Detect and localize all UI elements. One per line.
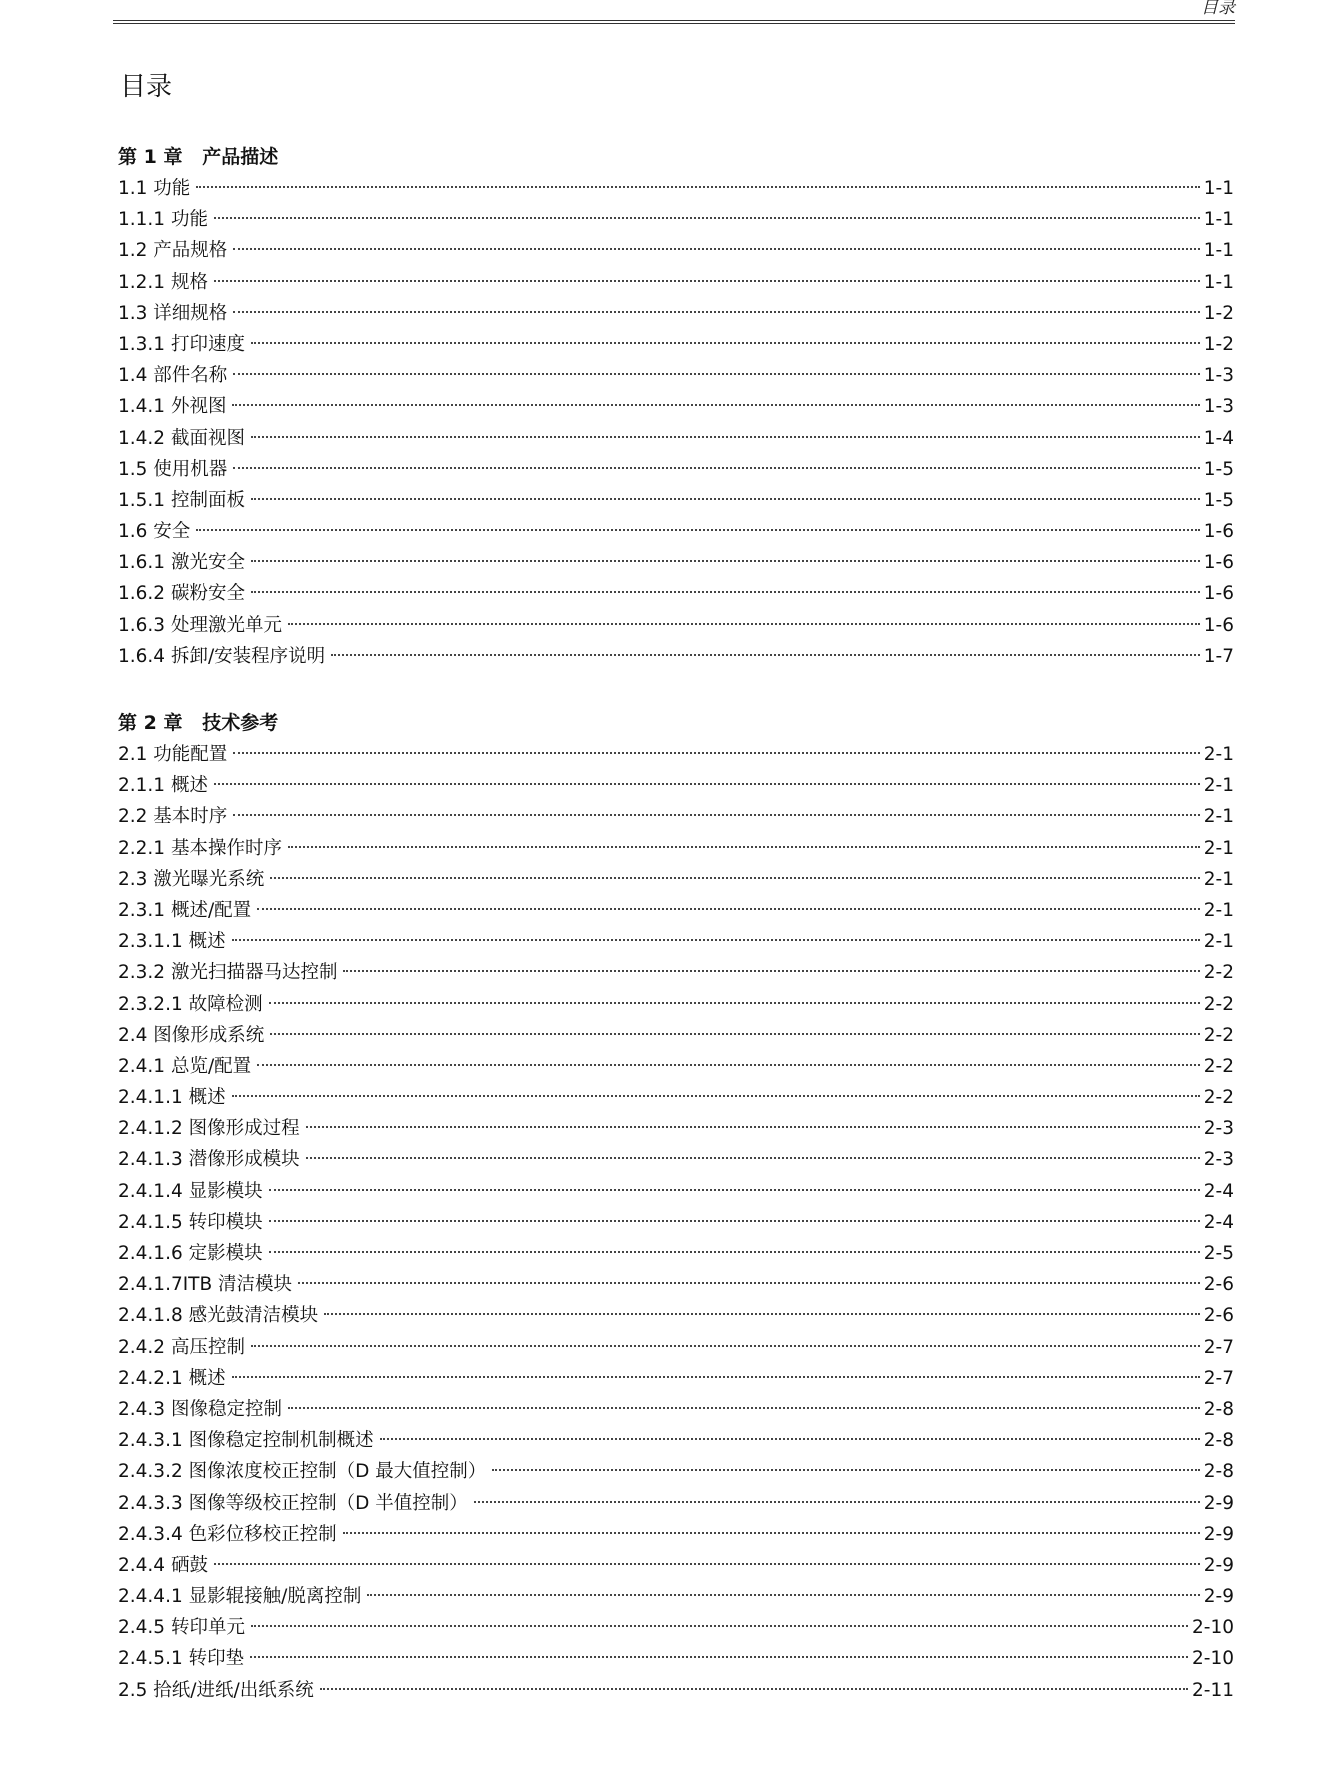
toc-entry[interactable]: [118, 1332, 1234, 1363]
dot-leader: [269, 1189, 1200, 1191]
toc-page-number: 1-1: [1203, 271, 1234, 293]
dot-leader: [269, 1251, 1200, 1253]
toc-entry[interactable]: [118, 833, 1234, 864]
dot-leader: [214, 217, 1200, 219]
toc-entry[interactable]: [118, 1675, 1234, 1706]
toc-entry-label: 2.1 功能配置: [118, 744, 228, 765]
toc-entry[interactable]: [118, 739, 1234, 770]
toc-entry-label: 1.6 安全: [118, 521, 191, 543]
dot-leader: [214, 783, 1200, 785]
dot-leader: [288, 623, 1200, 625]
chapter-heading: 第 2 章 技术参考: [118, 712, 279, 734]
dot-leader: [233, 814, 1199, 816]
toc-entry-label: 2.3.1 概述/配置: [118, 899, 252, 921]
dot-leader: [251, 436, 1200, 438]
dot-leader: [233, 752, 1199, 754]
toc-page-number: 2-10: [1192, 1648, 1234, 1670]
toc-entry-label: 1.4 部件名称: [118, 365, 228, 387]
toc-entry[interactable]: [118, 298, 1234, 329]
toc-entry[interactable]: [118, 1238, 1234, 1269]
dot-leader: [288, 846, 1200, 848]
toc-entry[interactable]: [118, 1176, 1234, 1207]
toc-entry[interactable]: [118, 770, 1234, 801]
toc-page-number: 2-6: [1203, 1305, 1234, 1327]
toc-entry-label: 1.6.1 激光安全: [118, 552, 245, 574]
toc-entry[interactable]: [118, 391, 1234, 422]
dot-leader: [474, 1501, 1200, 1503]
dot-leader: [288, 1407, 1200, 1409]
dot-leader: [232, 1095, 1200, 1097]
toc-entry-label: 2.3.2 激光扫描器马达控制: [118, 962, 338, 984]
toc-entry-label: 1.3 详细规格: [118, 302, 228, 324]
dot-leader: [324, 1313, 1200, 1315]
dot-leader: [214, 280, 1200, 282]
toc-entry[interactable]: [118, 485, 1234, 516]
toc-entry-label: 2.2.1 基本操作时序: [118, 837, 282, 859]
toc-entry[interactable]: [118, 1051, 1234, 1082]
chapter-section: [118, 708, 1234, 1706]
toc-page-number: 1-6: [1203, 583, 1234, 605]
running-header: 目录: [1201, 0, 1235, 18]
toc-entry-label: 2.4.2 高压控制: [118, 1336, 245, 1358]
dot-leader: [298, 1282, 1200, 1284]
toc-page-number: 2-7: [1203, 1336, 1234, 1358]
dot-leader: [343, 970, 1199, 972]
toc-page-number: 2-7: [1203, 1367, 1234, 1389]
toc-entry-label: 2.3.1.1 概述: [118, 931, 226, 953]
toc-entry-label: 2.4.3 图像稳定控制: [118, 1398, 282, 1420]
toc-entry[interactable]: [118, 1269, 1234, 1300]
toc-entry-label: 1.1.1 功能: [118, 209, 208, 231]
dot-leader: [306, 1157, 1200, 1159]
toc-entry-label: 1.5 使用机器: [118, 458, 228, 480]
dot-leader: [233, 467, 1199, 469]
toc-page-number: 1-6: [1203, 521, 1234, 543]
toc-entry-label: 2.3 激光曝光系统: [118, 868, 265, 890]
dot-leader: [251, 342, 1200, 344]
toc-entry-label: 2.4.1.3 潜像形成模块: [118, 1149, 300, 1171]
toc-entry[interactable]: [118, 173, 1234, 204]
toc-entry-label: 1.4.1 外视图: [118, 396, 227, 418]
toc-page-number: 2-8: [1203, 1430, 1234, 1452]
toc-entry[interactable]: [118, 1488, 1234, 1519]
dot-leader: [251, 1345, 1200, 1347]
toc-page-number: 2-2: [1203, 1024, 1234, 1046]
toc-page-number: 1-1: [1203, 209, 1234, 231]
toc-entry[interactable]: [118, 204, 1234, 235]
chapter-heading: 第 1 章 产品描述: [118, 146, 279, 168]
toc-entry-label: 1.6.2 碳粉安全: [118, 583, 245, 605]
toc-entry[interactable]: [118, 1394, 1234, 1425]
toc-entry-label: 2.3.2.1 故障检测: [118, 993, 263, 1015]
toc-entry-label: 2.4 图像形成系统: [118, 1024, 265, 1046]
toc-entry-label: 2.4.3.2 图像浓度校正控制（D 最大值控制）: [118, 1461, 487, 1483]
toc-entry-label: 2.4.1.2 图像形成过程: [118, 1118, 300, 1140]
toc-page-number: 2-1: [1203, 775, 1234, 797]
dot-leader: [232, 1376, 1200, 1378]
dot-leader: [269, 1002, 1200, 1004]
toc-page-number: 2-1: [1203, 744, 1234, 765]
toc-entry[interactable]: [118, 1519, 1234, 1550]
toc-entry[interactable]: [118, 267, 1234, 298]
dot-leader: [251, 1625, 1188, 1627]
toc-entry[interactable]: [118, 235, 1234, 266]
toc-page-number: 2-2: [1203, 1087, 1234, 1109]
toc-entry-label: 2.4.1.7ITB 清洁模块: [118, 1274, 293, 1296]
dot-leader: [257, 1064, 1200, 1066]
dot-leader: [250, 1656, 1188, 1658]
dot-leader: [233, 248, 1199, 250]
toc-entry-label: 1.2 产品规格: [118, 240, 228, 262]
toc-page-number: 2-2: [1203, 962, 1234, 984]
dot-leader: [233, 311, 1199, 313]
toc-entry[interactable]: [118, 1300, 1234, 1331]
dot-leader: [214, 1563, 1200, 1565]
dot-leader: [343, 1532, 1200, 1534]
header-rule-double: [113, 23, 1235, 24]
toc-entry-label: 2.5 拾纸/进纸/出纸系统: [118, 1679, 314, 1701]
dot-leader: [196, 529, 1199, 531]
toc-entry[interactable]: [118, 423, 1234, 454]
toc-entry-label: 1.4.2 截面视图: [118, 427, 245, 449]
toc-entry[interactable]: [118, 1612, 1234, 1643]
toc-entry[interactable]: [118, 895, 1234, 926]
toc-entry[interactable]: [118, 801, 1234, 832]
chapter-section: [118, 142, 1234, 672]
dot-leader: [306, 1126, 1200, 1128]
toc-entry[interactable]: [118, 1020, 1234, 1051]
toc-page-number: 2-8: [1203, 1461, 1234, 1483]
toc-entry-label: 2.4.1.5 转印模块: [118, 1211, 263, 1233]
toc-entry-label: 2.4.1.8 感光鼓清洁模块: [118, 1305, 319, 1327]
dot-leader: [331, 654, 1200, 656]
dot-leader: [251, 498, 1200, 500]
toc-page-number: 2-1: [1203, 837, 1234, 859]
dot-leader: [233, 373, 1199, 375]
toc-page-number: 1-3: [1203, 365, 1234, 387]
toc-entry-label: 2.4.1.6 定影模块: [118, 1243, 263, 1264]
toc-entry-label: 2.1.1 概述: [118, 775, 208, 797]
dot-leader: [251, 591, 1200, 593]
toc-entry-label: 2.4.1 总览/配置: [118, 1055, 252, 1077]
toc-entry-label: 1.2.1 规格: [118, 271, 208, 293]
dot-leader: [196, 186, 1199, 188]
toc-page-number: 2-9: [1203, 1492, 1234, 1514]
toc-page-number: 2-3: [1203, 1149, 1234, 1171]
toc-entry-label: 2.4.3.4 色彩位移校正控制: [118, 1523, 337, 1545]
toc-entry-label: 2.4.4 硒鼓: [118, 1554, 208, 1576]
toc-entry[interactable]: [118, 1363, 1234, 1394]
toc-page-number: 2-3: [1203, 1118, 1234, 1140]
toc-page-number: 1-5: [1203, 458, 1234, 480]
toc-page-number: 1-1: [1203, 240, 1234, 262]
toc-page-number: 2-1: [1203, 868, 1234, 890]
dot-leader: [380, 1438, 1200, 1440]
toc-page-number: 2-1: [1203, 899, 1234, 921]
dot-leader: [257, 908, 1200, 910]
toc-entry-label: 2.4.3.1 图像稳定控制机制概述: [118, 1430, 374, 1452]
header-rule: [113, 20, 1235, 21]
toc-entry-label: 2.4.5 转印单元: [118, 1617, 245, 1639]
dot-leader: [270, 877, 1199, 879]
toc-entry[interactable]: [118, 926, 1234, 957]
toc-entry[interactable]: [118, 610, 1234, 641]
dot-leader: [232, 939, 1200, 941]
toc-entry[interactable]: [118, 454, 1234, 485]
dot-leader: [232, 404, 1199, 406]
toc-entry[interactable]: [118, 578, 1234, 609]
toc-entry-label: 1.6.3 处理激光单元: [118, 614, 282, 636]
toc-entry[interactable]: [118, 516, 1234, 547]
toc-entry-label: 2.2 基本时序: [118, 806, 228, 828]
dot-leader: [492, 1469, 1200, 1471]
toc-entry[interactable]: [118, 1456, 1234, 1487]
toc-entry[interactable]: [118, 1082, 1234, 1113]
toc-entry-label: 2.4.4.1 显影辊接触/脱离控制: [118, 1586, 362, 1608]
toc-page-number: 2-2: [1203, 1055, 1234, 1077]
dot-leader: [269, 1220, 1200, 1222]
dot-leader: [367, 1594, 1199, 1596]
toc-page-number: 1-1: [1203, 178, 1234, 199]
toc-entry[interactable]: [118, 864, 1234, 895]
toc-page-number: 2-9: [1203, 1554, 1234, 1576]
toc-page-number: 2-9: [1203, 1523, 1234, 1545]
toc-page-number: 1-4: [1203, 427, 1234, 449]
toc-page-number: 2-4: [1203, 1180, 1234, 1202]
toc-page-number: 1-7: [1203, 645, 1234, 667]
toc-entry[interactable]: [118, 641, 1234, 672]
toc-entry[interactable]: [118, 1425, 1234, 1456]
toc-entry-label: 1.1 功能: [118, 178, 191, 199]
toc-entry[interactable]: [118, 1643, 1234, 1674]
toc-page-number: 2-4: [1203, 1211, 1234, 1233]
toc-entry-label: 2.4.5.1 转印垫: [118, 1648, 245, 1670]
toc-page-number: 2-1: [1203, 806, 1234, 828]
toc-page-number: 2-5: [1203, 1243, 1234, 1264]
toc-entry-label: 2.4.1.1 概述: [118, 1087, 226, 1109]
toc-page-number: 2-11: [1192, 1679, 1234, 1701]
dot-leader: [251, 560, 1200, 562]
toc-page-number: 2-8: [1203, 1398, 1234, 1420]
toc-page-number: 2-2: [1203, 993, 1234, 1015]
toc-entry-label: 1.6.4 拆卸/安装程序说明: [118, 645, 326, 667]
toc-entry[interactable]: [118, 1113, 1234, 1144]
toc-entry-label: 1.3.1 打印速度: [118, 333, 245, 355]
table-of-contents: [118, 142, 1234, 1706]
dot-leader: [320, 1688, 1188, 1690]
toc-page-number: 1-2: [1203, 302, 1234, 324]
toc-entry[interactable]: [118, 360, 1234, 391]
page-title: 目录: [120, 72, 173, 102]
toc-entry-label: 1.5.1 控制面板: [118, 489, 245, 511]
toc-entry-label: 2.4.1.4 显影模块: [118, 1180, 263, 1202]
toc-entry[interactable]: [118, 989, 1234, 1020]
toc-page-number: 1-2: [1203, 333, 1234, 355]
toc-page-number: 2-10: [1192, 1617, 1234, 1639]
toc-entry[interactable]: [118, 329, 1234, 360]
toc-entry[interactable]: [118, 1581, 1234, 1612]
toc-entry[interactable]: [118, 1144, 1234, 1175]
toc-entry[interactable]: [118, 1207, 1234, 1238]
toc-entry[interactable]: [118, 547, 1234, 578]
toc-page-number: 1-3: [1203, 396, 1234, 418]
toc-entry[interactable]: [118, 1550, 1234, 1581]
toc-page-number: 1-6: [1203, 614, 1234, 636]
toc-page-number: 2-9: [1203, 1586, 1234, 1608]
toc-entry-label: 2.4.2.1 概述: [118, 1367, 226, 1389]
toc-entry-label: 2.4.3.3 图像等级校正控制（D 半值控制）: [118, 1492, 468, 1514]
dot-leader: [270, 1033, 1199, 1035]
toc-entry[interactable]: [118, 957, 1234, 988]
toc-page-number: 1-5: [1203, 489, 1234, 511]
toc-page-number: 1-6: [1203, 552, 1234, 574]
toc-page-number: 2-6: [1203, 1274, 1234, 1296]
toc-page-number: 2-1: [1203, 931, 1234, 953]
